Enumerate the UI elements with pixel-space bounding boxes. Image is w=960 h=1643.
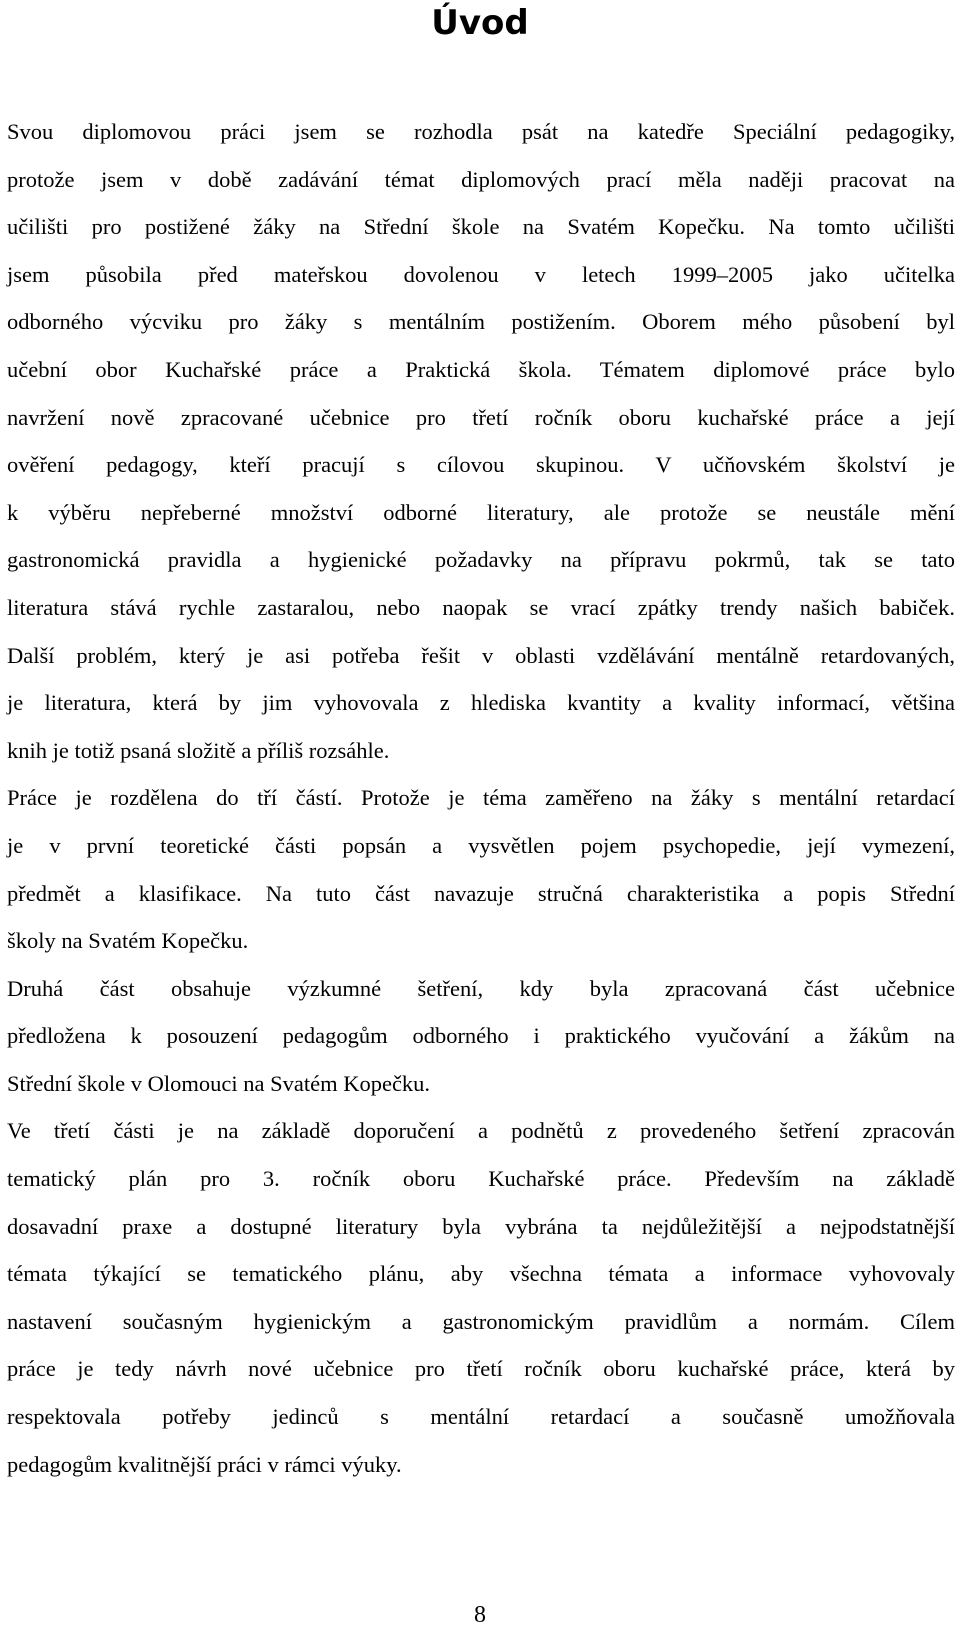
text-line: literatura stává rychle zastaralou, nebo naopak se vrací zpátky trendy našich babiček. <box>7 594 955 620</box>
text-line: předmět a klasifikace. Na tuto část navazuje stručná charakteristika a popis Střední <box>7 880 955 906</box>
text-line: Práce je rozdělena do tří částí. Protože je téma zaměřeno na žáky s mentální retardací <box>7 785 955 811</box>
text-line: je literatura, která by jim vyhovovala z hlediska kvantity a kvality informací, většina <box>7 690 955 716</box>
text-line: Střední škole v Olomouci na Svatém Kopečku. <box>7 1070 431 1096</box>
text-line: Ve třetí části je na základě doporučení a podnětů z provedeného šetření zpracován <box>7 1118 955 1144</box>
text-line: pedagogům kvalitnější práci v rámci výuky. <box>7 1451 402 1477</box>
text-line: školy na Svatém Kopečku. <box>7 928 249 954</box>
text-line: ověření pedagogy, kteří pracují s cílovou skupinou. V učňovském školství je <box>7 452 955 478</box>
text-line: jsem působila před mateřskou dovolenou v letech 1999–2005 jako učitelka <box>7 261 955 287</box>
text-line: tematický plán pro 3. ročník oboru Kuchařské práce. Především na základě <box>7 1166 955 1192</box>
text-line: protože jsem v době zadávání témat diplomových prací měla naději pracovat na <box>7 166 955 192</box>
text-line: Svou diplomovou práci jsem se rozhodla psát na katedře Speciální pedagogiky, <box>7 119 955 144</box>
body-text <box>7 108 955 1488</box>
text-line: učební obor Kuchařské práce a Praktická škola. Tématem diplomové práce bylo <box>7 356 955 382</box>
text-line: knih je totiž psaná složitě a příliš rozsáhle. <box>7 737 390 763</box>
text-line: navržení nově zpracované učebnice pro třetí ročník oboru kuchařské práce a její <box>7 404 955 430</box>
text-line: učilišti pro postižené žáky na Střední škole na Svatém Kopečku. Na tomto učilišti <box>7 214 955 240</box>
text-line: odborného výcviku pro žáky s mentálním postižením. Oborem mého působení byl <box>7 309 955 335</box>
text-line: je v první teoretické části popsán a vysvětlen pojem psychopedie, její vymezení, <box>7 832 955 858</box>
text-line: nastavení současným hygienickým a gastronomickým pravidlům a normám. Cílem <box>7 1308 955 1334</box>
text-line: práce je tedy návrh nové učebnice pro třetí ročník oboru kuchařské práce, která by <box>7 1356 955 1382</box>
page-number: 8 <box>474 1602 486 1628</box>
text-line: gastronomická pravidla a hygienické požadavky na přípravu pokrmů, tak se tato <box>7 547 955 573</box>
page-title: Úvod <box>431 3 529 43</box>
text-line: Další problém, který je asi potřeba řešit v oblasti vzdělávání mentálně retardovaných, <box>7 642 955 668</box>
text-line: respektovala potřeby jedinců s mentální retardací a současně umožňovala <box>7 1404 955 1430</box>
text-line: témata týkající se tematického plánu, aby všechna témata a informace vyhovovaly <box>7 1261 955 1287</box>
text-line: dosavadní praxe a dostupné literatury byla vybrána ta nejdůležitější a nejpodstatnější <box>7 1213 955 1239</box>
text-line: Druhá část obsahuje výzkumné šetření, kdy byla zpracovaná část učebnice <box>7 975 955 1001</box>
text-line: k výběru nepřeberné množství odborné literatury, ale protože se neustále mění <box>7 499 955 525</box>
text-line: předložena k posouzení pedagogům odborného i praktického vyučování a žákům na <box>7 1023 955 1049</box>
